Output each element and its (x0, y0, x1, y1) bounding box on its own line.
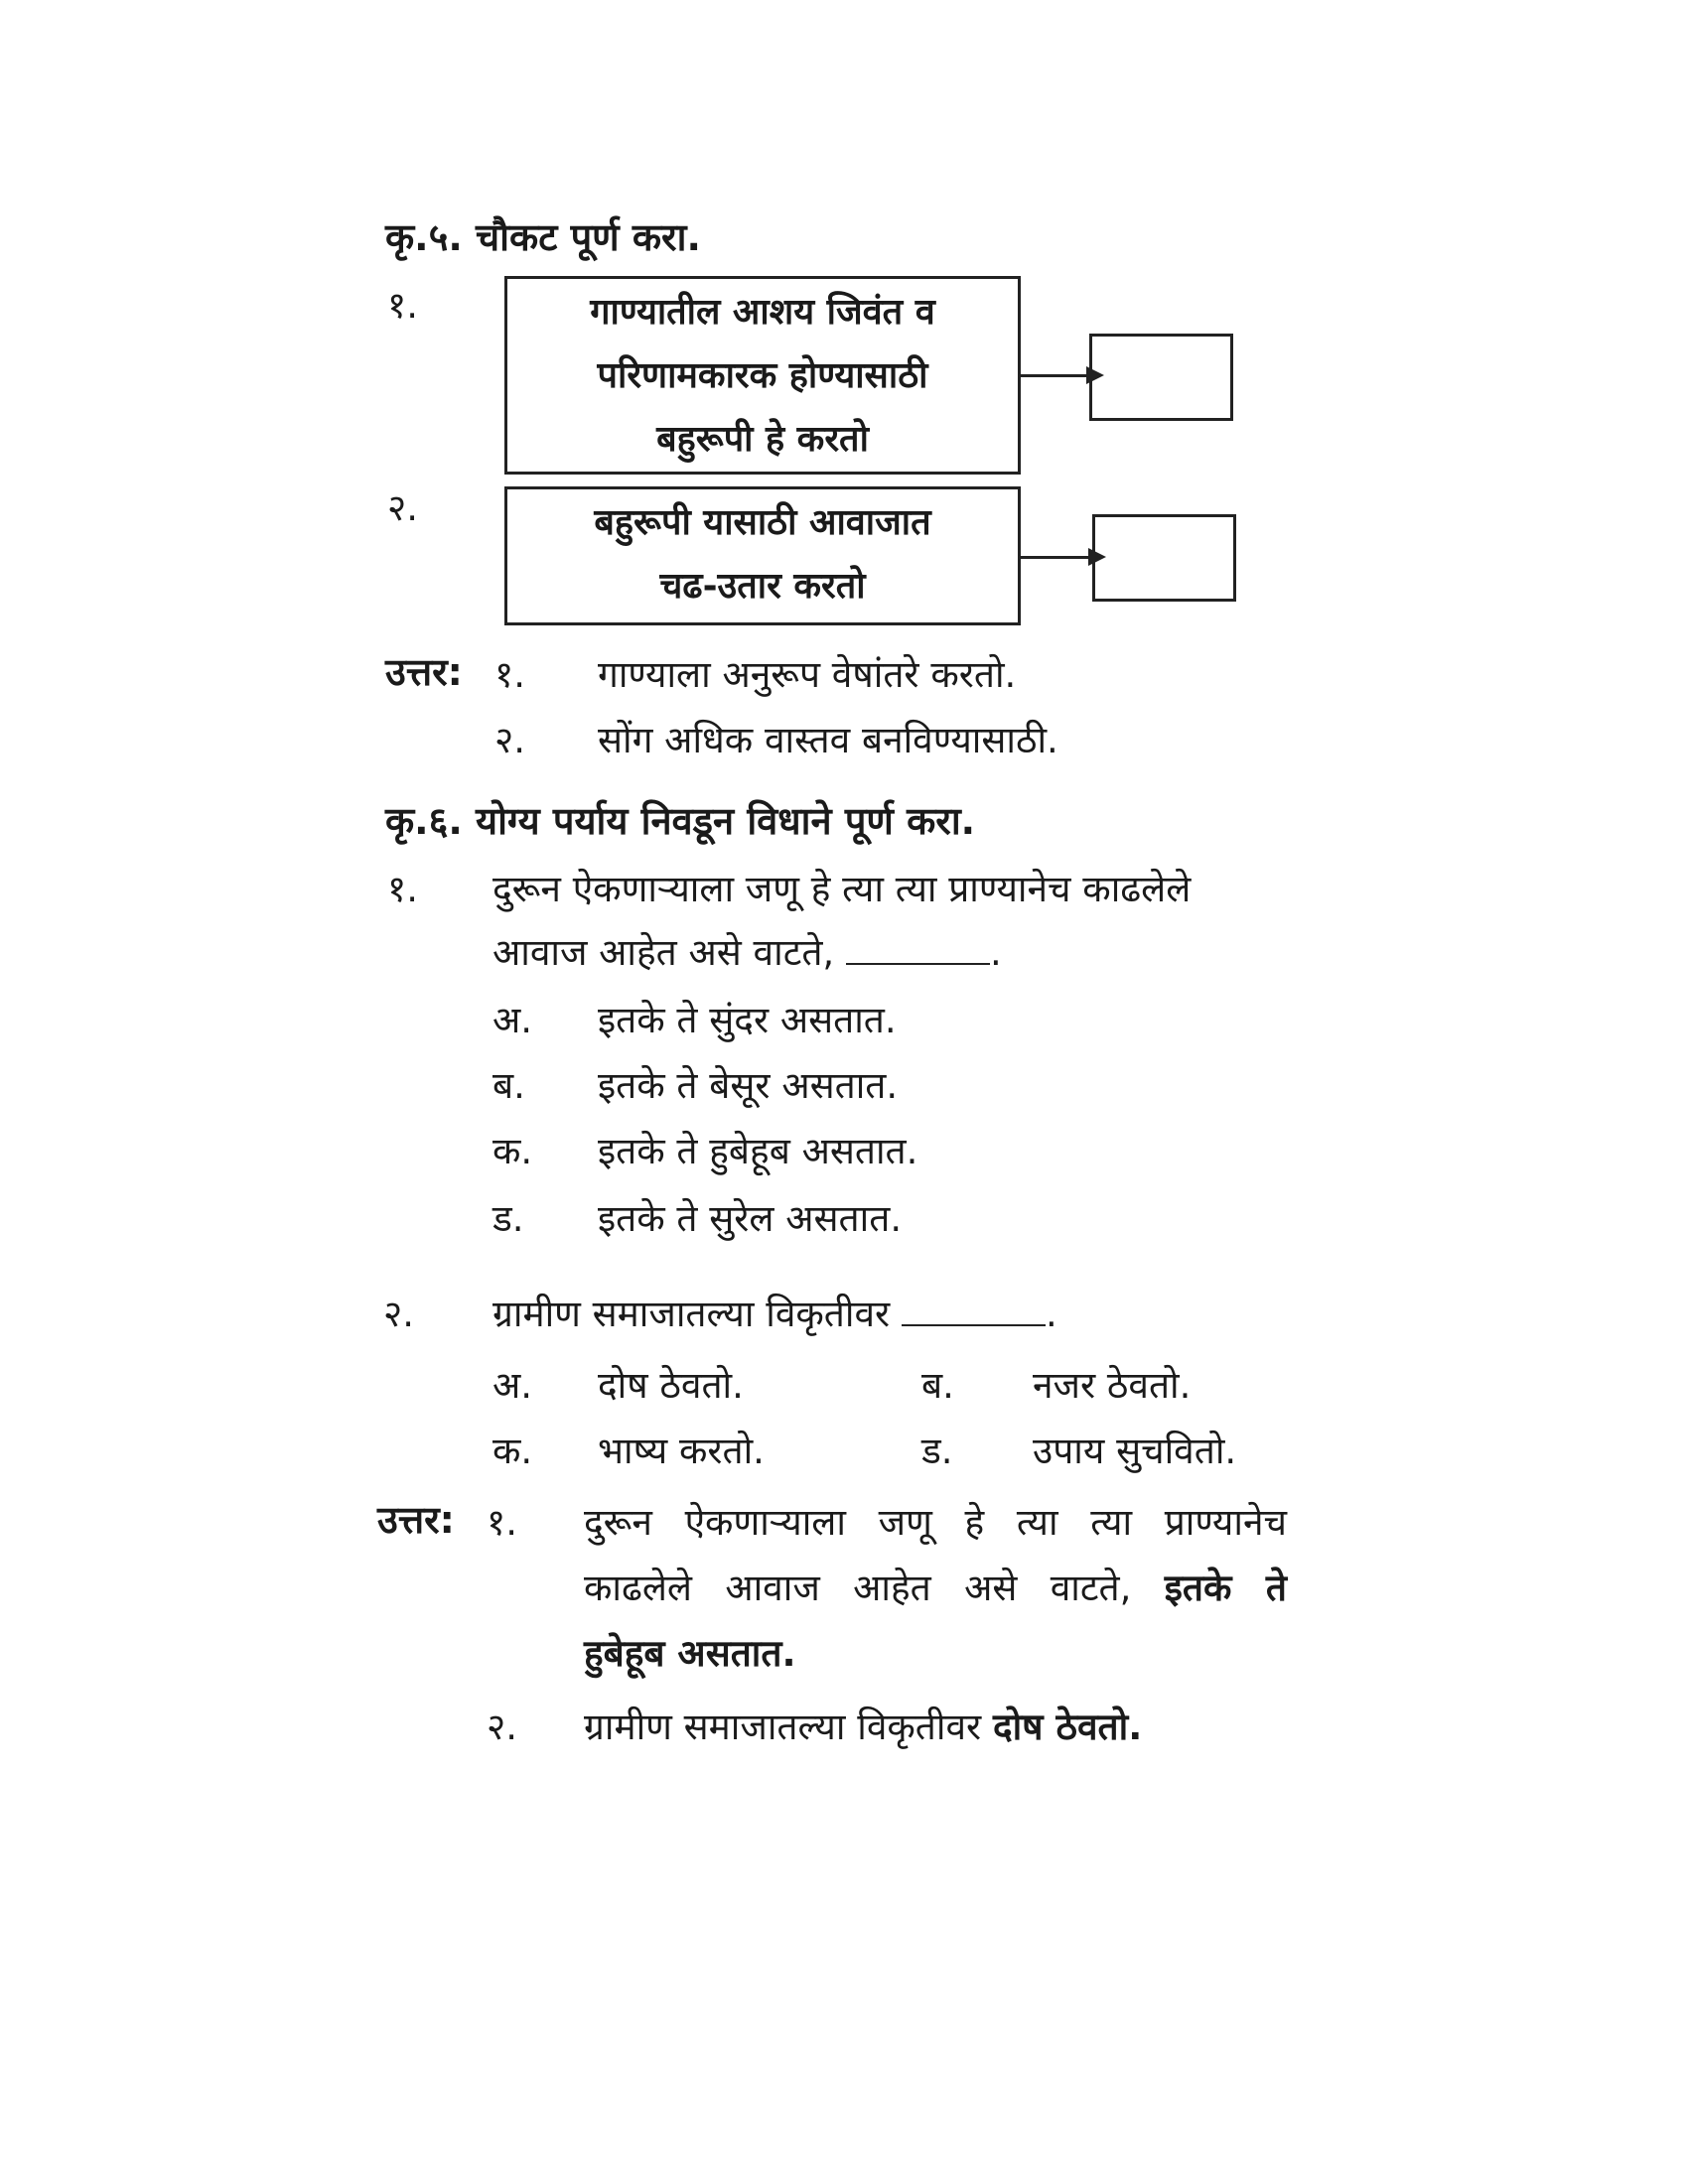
q6-answer-1-line-2-bold: इतके ते (1164, 1567, 1287, 1609)
q5-box-1-line-3: बहुरूपी हे करतो (656, 419, 869, 460)
q6-item-1-option-a-label: अ. (492, 999, 533, 1041)
q6-item-1-option-b-label: ब. (492, 1064, 525, 1107)
q6-item-2-blank[interactable] (902, 1295, 1046, 1326)
q6-item-2-option-b-text: नजर ठेवतो. (1033, 1364, 1192, 1407)
q6-answer-1-line-2-plain: काढलेले आवाज आहेत असे वाटते, (584, 1567, 1132, 1609)
q5-answer-1-number: १. (494, 653, 526, 696)
q6-item-2-option-d-text: उपाय सुचवितो. (1033, 1430, 1237, 1472)
q6-item-1-option-b-text: इतके ते बेसूर असतात. (598, 1064, 899, 1107)
q6-answer-1-number: १. (487, 1501, 518, 1544)
q5-heading: कृ.५. चौकट पूर्ण करा. (385, 215, 701, 259)
q5-arrow-1 (1021, 374, 1090, 377)
q6-item-1-line-2: आवाज आहेत असे वाटते, . (492, 931, 1002, 974)
q5-question-box-1 (504, 276, 1021, 475)
q5-answer-2-number: २. (494, 719, 526, 761)
q6-item-2-option-a-text: दोष ठेवतो. (598, 1364, 744, 1407)
q5-answer-box-1[interactable] (1089, 334, 1233, 421)
q6-answer-1-line-1: दुरून ऐकणाऱ्याला जणू हे त्या त्या प्राण्यानेच (584, 1501, 1287, 1544)
q6-item-2-line-1: ग्रामीण समाजातल्या विकृतीवर . (492, 1293, 1057, 1335)
q6-item-1-number: १. (387, 868, 419, 910)
q5-answer-label: उत्तर: (385, 650, 463, 694)
q6-item-2-option-b-label: ब. (921, 1364, 954, 1407)
q5-box-2-line-2: चढ-उतार करतो (659, 566, 866, 607)
q6-item-2-number: २. (383, 1293, 415, 1335)
q5-answer-1-text: गाण्याला अनुरूप वेषांतरे करतो. (598, 653, 1017, 696)
q6-item-1-option-d-label: ड. (492, 1197, 524, 1240)
q6-answer-1-line-3: हुबेहूब असतात. (584, 1632, 796, 1675)
q6-answer-2-bold: दोष ठेवतो. (992, 1706, 1143, 1748)
q5-answer-box-2[interactable] (1092, 514, 1236, 602)
q6-answer-1-line-2 (584, 1561, 1287, 1611)
q5-answer-2-text: सोंग अधिक वास्तव बनविण्यासाठी. (598, 719, 1058, 761)
q6-item-1-option-d-text: इतके ते सुरेल असतात. (598, 1197, 903, 1240)
q5-box-2-line-1: बहुरूपी यासाठी आवाजात (594, 502, 931, 543)
q6-item-2-option-c-label: क. (492, 1430, 533, 1472)
q5-item-2-number: २. (387, 486, 419, 529)
q5-question-box-2 (504, 486, 1021, 625)
q6-item-1-line-1: दुरून ऐकणाऱ्याला जणू हे त्या त्या प्राण्यानेच काढलेले (492, 868, 1192, 910)
q6-item-1-line-2-text: आवाज आहेत असे वाटते, (492, 931, 835, 974)
q6-item-1-option-a-text: इतके ते सुंदर असतात. (598, 999, 897, 1041)
q6-answer-label: उत्तर: (377, 1498, 455, 1542)
q6-item-2-option-d-label: ड. (921, 1430, 953, 1472)
q6-item-2-line-1-text: ग्रामीण समाजातल्या विकृतीवर (492, 1293, 891, 1335)
q6-heading: कृ.६. योग्य पर्याय निवडून विधाने पूर्ण करा. (385, 799, 976, 843)
q6-answer-2-plain: ग्रामीण समाजातल्या विकृतीवर (584, 1706, 982, 1748)
q5-arrow-2 (1021, 556, 1092, 559)
q5-box-1-line-2: परिणामकारक होण्यासाठी (597, 355, 928, 396)
q5-box-1-line-1: गाण्यातील आशय जिवंत व (590, 292, 935, 333)
q6-item-2-option-a-label: अ. (492, 1364, 533, 1407)
q5-item-1-number: १. (387, 284, 419, 327)
q6-answer-2-number: २. (487, 1706, 518, 1748)
q6-item-1-option-c-label: क. (492, 1130, 533, 1172)
q6-item-1-option-c-text: इतके ते हुबेहूब असतात. (598, 1130, 918, 1172)
q6-item-2-option-c-text: भाष्य करतो. (598, 1430, 765, 1472)
q6-item-1-blank[interactable] (846, 933, 990, 965)
q6-answer-2-text (584, 1700, 1142, 1750)
